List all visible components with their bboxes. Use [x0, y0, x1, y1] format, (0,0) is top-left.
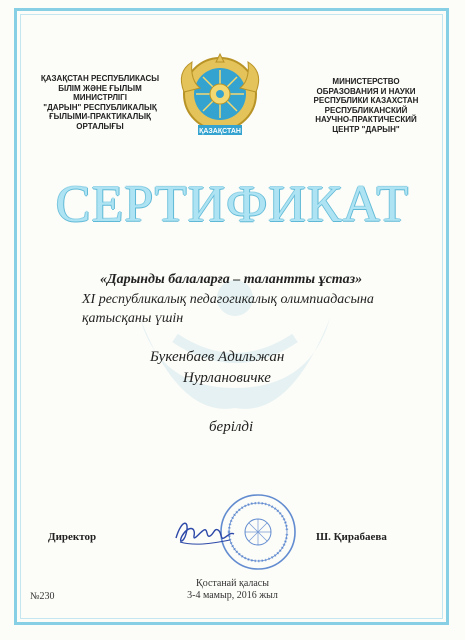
participation-text: қатысқаны үшін — [82, 311, 184, 326]
given-text: берілді — [209, 419, 254, 435]
state-emblem-icon — [170, 52, 270, 142]
recipient-name: Букенбаев Адильжан — [150, 349, 285, 365]
olympiad-description: XI республикалық педагогикалық олимпиадасына — [82, 292, 374, 307]
emblem-ribbon-text: ҚАЗАҚСТАН — [199, 128, 241, 135]
recipient-patronymic: Нурлановичке — [183, 370, 271, 386]
certificate-title: СЕРТИФИКАТ — [55, 176, 410, 233]
header-left-kazakh: ҚАЗАҚСТАН РЕСПУБЛИКАСЫ БІЛІМ ЖӘНЕ ҒЫЛЫМ МИНИСТРЛІГІ "ДАРЫН" РЕСПУБЛИКАЛЫҚ ҒЫЛЫМИ-ПРАКТИКАЛЫҚ ОРТАЛЫҒЫ — [40, 74, 160, 131]
header-right-russian: МИНИСТЕРСТВО ОБРАЗОВАНИЯ И НАУКИ РЕСПУБЛИКИ КАЗАХСТАН РЕСПУБЛИКАНСКИЙ НАУЧНО-ПРАКТИЧЕСКИЙ ЦЕНТР "ДАРЫН" — [313, 77, 419, 134]
director-name: Ш. Қирабаева — [316, 531, 387, 543]
director-signature — [170, 512, 240, 552]
director-label: Директор — [48, 531, 97, 543]
issue-city: Қостанай қаласы — [196, 578, 269, 589]
issue-date: 3-4 мамыр, 2016 жыл — [187, 590, 278, 601]
olympiad-title: «Дарынды балаларға – талантты ұстаз» — [100, 272, 363, 287]
certificate-number: №230 — [30, 591, 55, 602]
